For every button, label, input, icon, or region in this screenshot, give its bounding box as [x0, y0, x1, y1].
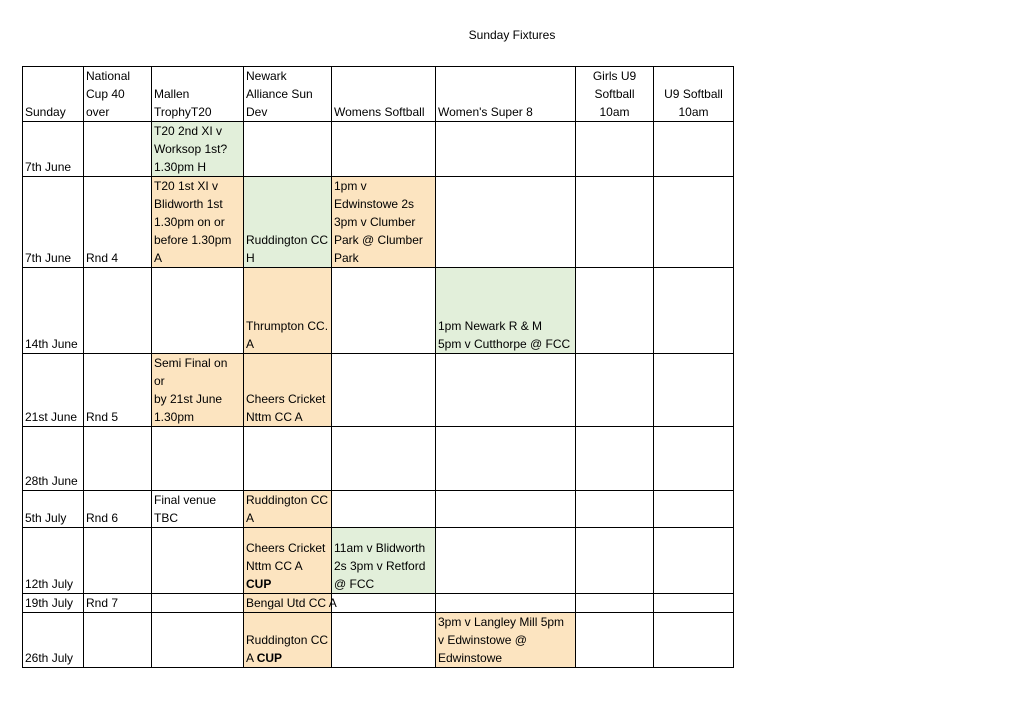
u9-cell — [654, 177, 734, 268]
date-cell: 21st June — [23, 354, 84, 427]
cup-label: CUP — [246, 577, 272, 591]
womens-softball-cell — [332, 613, 436, 668]
u9-cell — [654, 528, 734, 594]
header-sunday: Sunday — [23, 67, 84, 122]
newark-cell — [244, 427, 332, 491]
newark-cell — [244, 528, 332, 594]
womens-softball-cell — [332, 427, 436, 491]
womens-softball-cell — [332, 354, 436, 427]
u9-cell — [654, 613, 734, 668]
womens-softball-cell — [332, 268, 436, 354]
girls-u9-cell — [576, 122, 654, 177]
super8-cell — [436, 427, 576, 491]
table-row — [23, 491, 734, 528]
newark-cell — [244, 122, 332, 177]
u9-cell — [654, 594, 734, 613]
super8-cell — [436, 122, 576, 177]
table-row — [23, 427, 734, 491]
newark-text: Ruddington CC A — [246, 633, 329, 665]
super8-cell — [436, 354, 576, 427]
date-cell: 26th July — [23, 613, 84, 668]
header-u9-softball: U9 Softball 10am — [654, 67, 734, 122]
cup-cell: Rnd 7 — [84, 594, 152, 613]
u9-cell — [654, 122, 734, 177]
girls-u9-cell — [576, 427, 654, 491]
header-newark: Newark Alliance Sun Dev — [244, 67, 332, 122]
newark-cell: Ruddington CC H — [244, 177, 332, 268]
newark-cell: Bengal Utd CC A — [244, 594, 332, 613]
u9-cell — [654, 354, 734, 427]
girls-u9-cell — [576, 594, 654, 613]
mallen-cell: Semi Final on or by 21st June 1.30pm — [152, 354, 244, 427]
date-cell: 12th July — [23, 528, 84, 594]
womens-softball-cell — [332, 122, 436, 177]
super8-cell — [436, 528, 576, 594]
header-womens-softball: Womens Softball — [332, 67, 436, 122]
womens-softball-cell — [332, 491, 436, 528]
womens-softball-cell — [332, 594, 436, 613]
table-row — [23, 594, 734, 613]
header-girls-u9: Girls U9 Softball 10am — [576, 67, 654, 122]
newark-text: Cheers Cricket Nttm CC A — [246, 541, 326, 573]
u9-cell — [654, 268, 734, 354]
mallen-cell: Final venue TBC — [152, 491, 244, 528]
date-cell: 28th June — [23, 427, 84, 491]
cup-cell — [84, 528, 152, 594]
date-cell: 7th June — [23, 122, 84, 177]
mallen-cell: T20 2nd XI v Worksop 1st? 1.30pm H — [152, 122, 244, 177]
super8-cell: 1pm Newark R & M 5pm v Cutthorpe @ FCC — [436, 268, 576, 354]
girls-u9-cell — [576, 528, 654, 594]
page-title: Sunday Fixtures — [468, 28, 556, 42]
date-cell: 7th June — [23, 177, 84, 268]
mallen-cell — [152, 613, 244, 668]
table-row — [23, 613, 734, 668]
cup-cell: Rnd 5 — [84, 354, 152, 427]
header-national-cup: National Cup 40 over — [84, 67, 152, 122]
cup-cell: Rnd 6 — [84, 491, 152, 528]
mallen-cell: T20 1st XI v Blidworth 1st 1.30pm on or before 1.30pm A — [152, 177, 244, 268]
table-row — [23, 528, 734, 594]
mallen-cell — [152, 594, 244, 613]
u9-cell — [654, 427, 734, 491]
fixtures-table — [22, 66, 734, 668]
cup-cell — [84, 613, 152, 668]
table-row — [23, 177, 734, 268]
cup-cell — [84, 268, 152, 354]
newark-cell: Ruddington CC A — [244, 491, 332, 528]
girls-u9-cell — [576, 268, 654, 354]
cup-cell: Rnd 4 — [84, 177, 152, 268]
newark-cell — [244, 613, 332, 668]
table-row — [23, 268, 734, 354]
cup-label: CUP — [256, 651, 283, 665]
mallen-cell — [152, 268, 244, 354]
date-cell: 14th June — [23, 268, 84, 354]
girls-u9-cell — [576, 354, 654, 427]
girls-u9-cell — [576, 177, 654, 268]
super8-cell: 3pm v Langley Mill 5pm v Edwinstowe @ Edwinstowe — [436, 613, 576, 668]
womens-softball-cell: 1pm v Edwinstowe 2s 3pm v Clumber Park @ Clumber Park — [332, 177, 436, 268]
newark-cell: Thrumpton CC. A — [244, 268, 332, 354]
mallen-cell — [152, 528, 244, 594]
date-cell: 5th July — [23, 491, 84, 528]
table-row — [23, 122, 734, 177]
super8-cell — [436, 594, 576, 613]
girls-u9-cell — [576, 613, 654, 668]
super8-cell — [436, 177, 576, 268]
mallen-cell — [152, 427, 244, 491]
girls-u9-cell — [576, 491, 654, 528]
u9-cell — [654, 491, 734, 528]
cup-cell — [84, 427, 152, 491]
header-row — [23, 67, 734, 122]
womens-softball-cell: 11am v Blidworth 2s 3pm v Retford @ FCC — [332, 528, 436, 594]
newark-cell: Cheers Cricket Nttm CC A — [244, 354, 332, 427]
header-womens-super8: Women's Super 8 — [436, 67, 576, 122]
date-cell: 19th July — [23, 594, 84, 613]
table-row — [23, 354, 734, 427]
cup-cell — [84, 122, 152, 177]
super8-cell — [436, 491, 576, 528]
header-mallen: Mallen TrophyT20 — [152, 67, 244, 122]
